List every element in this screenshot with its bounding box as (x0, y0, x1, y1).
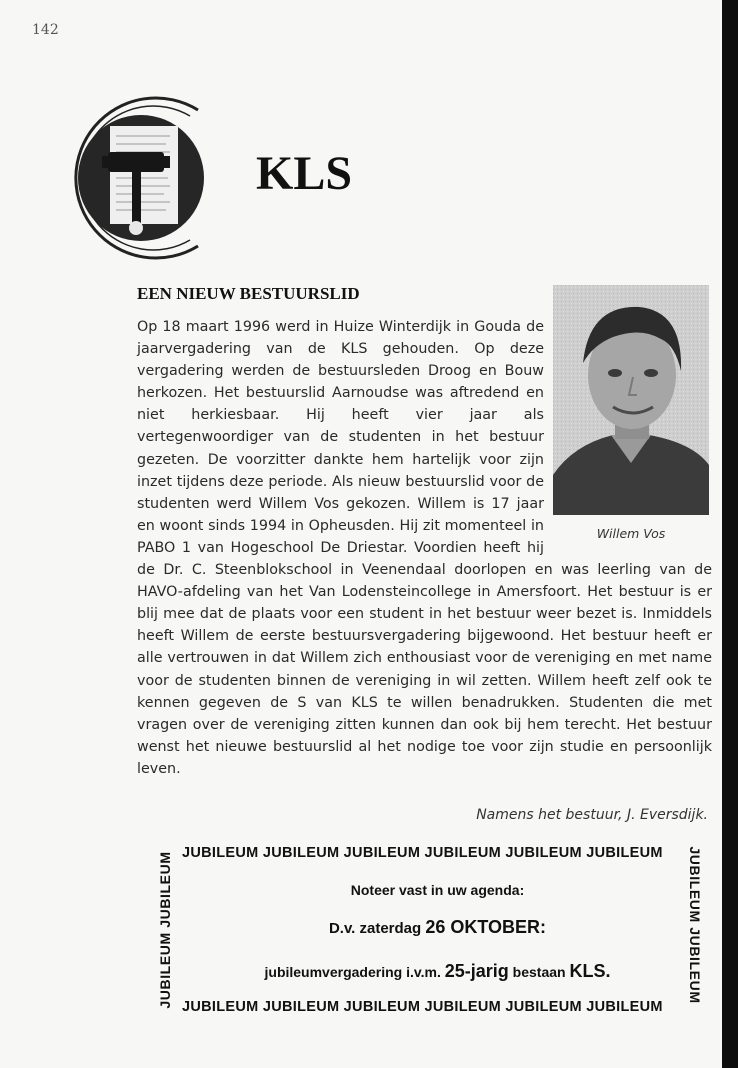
banner-right: JUBILEUM JUBILEUM (687, 846, 703, 1004)
notice-line-3 (190, 961, 685, 982)
notice-line-2 (190, 917, 685, 938)
notice-date: 26 OKTOBER: (425, 917, 547, 937)
banner-bottom: JUBILEUM JUBILEUM JUBILEUM JUBILEUM JUBILEUM JUBILEUM (182, 999, 663, 1015)
notice-anniversary: 25-jarig (444, 961, 509, 981)
photo-float-spacer (544, 316, 712, 559)
page-edge-shadow (722, 0, 738, 1068)
article-text: Op 18 maart 1996 werd in Huize Winterdijk in Gouda de jaarvergadering van de KLS gehouden. Op deze vergadering werden de bestuursleden Droog en Bouw herkozen. Het bestuurslid Aarnoudse was aftredend en niet herkiesbaar. Hij heeft vier jaar als vertegenwoordiger van de studenten in het bestuur gezeten. De voorzitter dankte hem hartelijk voor zijn inzet tijdens deze periode. Als nieuw bestuurslid voor de studenten werd Willem Vos gekozen. Willem is 17 jaar en woont sinds 1994 in Opheusden. Hij zit momenteel in PABO 1 van Hogeschool De Driestar. Voordien heeft hij de Dr. C. Steenblokschool in Veenendaal doorlopen en was leerling van de HAVO-afdeling van het Van Lodensteincollege in Amersfoort. Het bestuur is er blij mee dat de plaats voor een student in het bestuur weer bezet is. Inmiddels heeft Willem de eerste bestuursvergadering bijgewoond. Het bestuur heeft er alle vertrouwen in dat Willem zich enthousiast voor de vereniging en met name voor de studenten binnen de vereniging in wil zetten. Willem heeft zelf ook te kennen gegeven de S van KLS te willen benadrukken. Studenten die met vragen over de vereniging zitten kunnen dan ook bij hem terecht. Het bestuur wenst het nieuwe bestuurslid al het nodige toe voor zijn studie en persoonlijk leven. (137, 319, 712, 777)
notice-event-prefix: jubileumvergadering i.v.m. (264, 964, 441, 980)
article-body (137, 316, 712, 780)
article-heading: EEN NIEUW BESTUURSLID (137, 284, 360, 303)
page-number: 142 (32, 22, 59, 38)
notice-org: KLS. (569, 961, 611, 981)
article-signature: Namens het bestuur, J. Eversdijk. (476, 807, 708, 823)
gavel-c-logo-icon (48, 88, 218, 266)
photo-caption: Willem Vos (596, 526, 666, 541)
notice-event-text: bestaan (512, 964, 566, 980)
logo-title: KLS (256, 147, 353, 200)
banner-top: JUBILEUM JUBILEUM JUBILEUM JUBILEUM JUBILEUM JUBILEUM (182, 845, 663, 861)
notice-date-prefix: D.v. zaterdag (328, 920, 422, 937)
banner-left: JUBILEUM JUBILEUM (157, 851, 173, 1009)
notice-line-1: Noteer vast in uw agenda: (350, 882, 525, 898)
